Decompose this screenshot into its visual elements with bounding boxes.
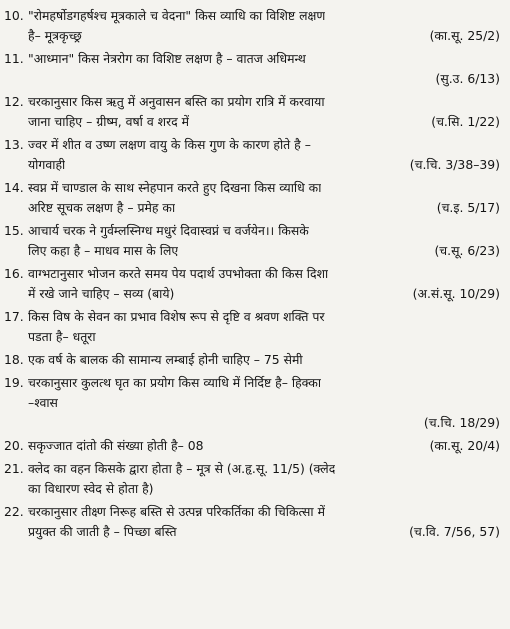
question-number: 10. xyxy=(4,8,24,23)
reference-citation: (का.सू. 20/4) xyxy=(429,438,500,453)
question-line xyxy=(28,49,500,69)
question-line xyxy=(28,459,500,479)
question-text: –श्वास xyxy=(28,395,58,410)
question-text: एक वर्ष के बालक की सामान्य लम्बाई होनी चाहिए – 75 सेमी xyxy=(28,352,303,367)
question-text: क्लेद का वहन किसके द्वारा होता है – मूत्र से (अ.हृ.सू. 11/5) (क्लेद xyxy=(28,461,336,476)
question-item xyxy=(4,307,500,347)
question-number: 12. xyxy=(4,94,24,109)
question-list xyxy=(4,6,500,542)
question-line xyxy=(28,112,500,132)
question-number: 14. xyxy=(4,180,24,195)
question-number: 19. xyxy=(4,375,24,390)
question-number: 20. xyxy=(4,438,24,453)
question-line xyxy=(28,198,500,218)
question-text: "आध्मान" किस नेत्ररोग का विशिष्ट लक्षण है – वातज अधिमन्थ xyxy=(28,51,306,66)
question-line xyxy=(28,6,500,26)
question-item xyxy=(4,135,500,175)
reference-citation: (च.चि. 3/38–39) xyxy=(409,157,500,172)
question-text: जाना चाहिए – ग्रीष्म, वर्षा व शरद में xyxy=(28,114,190,129)
question-text: सकृज्जात दांतो की संख्या होती है– 08 xyxy=(28,438,204,453)
question-line xyxy=(28,135,500,155)
question-line xyxy=(28,307,500,327)
question-text: वाग्भटानुसार भोजन करते समय पेय पदार्थ उपभोक्ता की किस दिशा xyxy=(28,266,329,281)
reference-citation: (सु.उ. 6/13) xyxy=(435,71,500,86)
question-number: 18. xyxy=(4,352,24,367)
question-item xyxy=(4,264,500,304)
question-text: स्वप्न में चाण्डाल के साथ स्नेहपान करते हुए दिखना किस व्याधि का xyxy=(28,180,322,195)
question-line xyxy=(28,155,500,175)
question-text: पडता है– धतूरा xyxy=(28,329,96,344)
question-text: है– मूत्रकृच्छ्र xyxy=(28,28,82,43)
question-text: चरकानुसार किस ऋतु में अनुवासन बस्ति का प्रयोग रात्रि में करवाया xyxy=(28,94,325,109)
reference-citation: (च.इ. 5/17) xyxy=(436,200,500,215)
question-number: 13. xyxy=(4,137,24,152)
question-line xyxy=(28,479,500,499)
question-item xyxy=(4,350,500,370)
question-item xyxy=(4,178,500,218)
question-text: चरकानुसार तीक्ष्ण निरूह बस्ति से उत्पन्न परिकर्तिका की चिकित्सा में xyxy=(28,504,325,519)
reference-citation: (च.सू. 6/23) xyxy=(434,243,500,258)
question-text: लिए कहा है – माधव मास के लिए xyxy=(28,243,179,258)
reference-citation: (च.वि. 7/56, 57) xyxy=(409,524,500,539)
reference-citation: (अ.सं.सू. 10/29) xyxy=(412,286,500,301)
question-line xyxy=(28,436,500,456)
question-item xyxy=(4,459,500,499)
question-line xyxy=(28,502,500,522)
question-line xyxy=(28,327,500,347)
question-text: ज्वर में शीत व उष्ण लक्षण वायु के किस गुण के कारण होते है – xyxy=(28,137,311,152)
question-text: अरिष्ट सूचक लक्षण है – प्रमेह का xyxy=(28,200,176,215)
question-item xyxy=(4,49,500,89)
question-item xyxy=(4,221,500,261)
question-number: 17. xyxy=(4,309,24,324)
question-item xyxy=(4,436,500,456)
question-text: प्रयुक्त की जाती है – पिच्छा बस्ति xyxy=(28,524,177,539)
question-number: 16. xyxy=(4,266,24,281)
question-line xyxy=(28,221,500,241)
question-line xyxy=(28,350,500,370)
question-line xyxy=(28,26,500,46)
question-line xyxy=(28,522,500,542)
question-item xyxy=(4,92,500,132)
question-item xyxy=(4,373,500,433)
reference-citation: (का.सू. 25/2) xyxy=(429,28,500,43)
reference-citation: (च.चि. 18/29) xyxy=(423,415,500,430)
question-line xyxy=(28,241,500,261)
question-text: "रोमहर्षोडगहर्षश्च मूत्रकाले च वेदना" किस व्याधि का विशिष्ट लक्षण xyxy=(28,8,326,23)
question-item xyxy=(4,502,500,542)
question-number: 21. xyxy=(4,461,24,476)
question-text: योगवाही xyxy=(28,157,66,172)
question-text: का विधारण स्वेद से होता है) xyxy=(28,481,154,496)
question-line xyxy=(28,284,500,304)
question-line xyxy=(28,92,500,112)
question-number: 15. xyxy=(4,223,24,238)
question-line xyxy=(28,178,500,198)
question-item xyxy=(4,6,500,46)
question-line xyxy=(28,264,500,284)
question-number: 11. xyxy=(4,51,24,66)
question-text: में रखे जाने चाहिए – सव्य (बाये) xyxy=(28,286,175,301)
question-text: आचार्य चरक ने गुर्वम्लस्निग्ध मधुरं दिवास्वप्नं च वर्जयेन।। किसके xyxy=(28,223,309,238)
question-text: किस विष के सेवन का प्रभाव विशेष रूप से दृष्टि व श्रवण शक्ति पर xyxy=(28,309,325,324)
question-number: 22. xyxy=(4,504,24,519)
reference-citation: (च.सि. 1/22) xyxy=(431,114,500,129)
question-line xyxy=(28,393,500,413)
question-line xyxy=(28,373,500,393)
question-text: चरकानुसार कुलत्थ घृत का प्रयोग किस व्याधि में निर्दिष्ट है– हिक्का xyxy=(28,375,322,390)
